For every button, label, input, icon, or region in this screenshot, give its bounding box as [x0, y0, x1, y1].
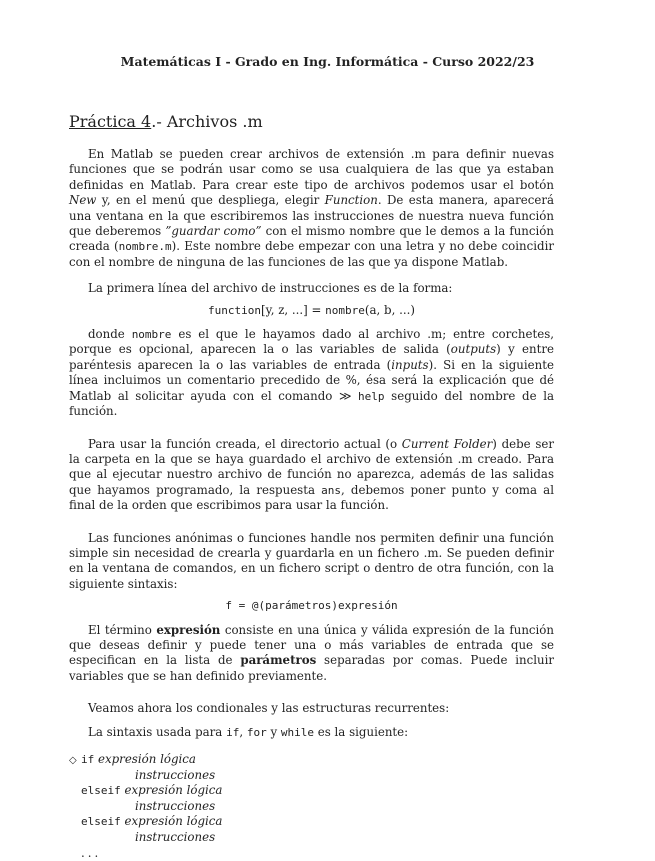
- code-line-ellipsis: ...: [81, 845, 102, 860]
- condition-text: expresión lógica: [98, 752, 196, 766]
- text-span: y, en el menú que despliega, elegir: [96, 193, 325, 208]
- text-span: es la siguiente:: [314, 724, 409, 739]
- text-span: En Matlab se pueden crear archivos de extensión .m para definir nuevas funciones que se podrán usar como se usa cualquiera de las que ya estaban definidas en Matlab. Para crear este tipo de archivos podemos usar el botón: [69, 147, 554, 192]
- text-span: , debemos poner punto y coma al final de la orden que escribimos para usar la función.: [69, 482, 554, 513]
- text-span: con el mismo nombre que le demos a la función creada (: [69, 224, 554, 254]
- expresion-term: expresión: [156, 622, 221, 637]
- function-menu-name: Function: [324, 193, 378, 208]
- condition-text: expresión lógica: [124, 783, 223, 798]
- text-span: donde: [88, 327, 132, 342]
- save-as-text: ”guardar como”: [165, 224, 262, 239]
- paragraph-conditionals: Veamos ahora los condionales y las estructuras recurrentes:: [88, 701, 450, 716]
- text-span: ) y entre paréntesis aparecen la o las variables de entrada (: [69, 342, 554, 372]
- handle-formula: [69, 598, 554, 613]
- text-span: consiste en una única y válida expresión de la función que deseas definir y puede tener una o más variables de entrada que se especifican en la lista de: [69, 622, 555, 668]
- text-span: ). Si en la siguiente línea incluimos un comentario precedido de %, ésa será la explicación que dé Matlab al solicitar ayuda con el comando ≫: [69, 357, 554, 403]
- formula-args: (a, b, ...): [364, 302, 415, 317]
- ans-code: ans: [321, 483, 342, 497]
- if-keyword: if: [81, 753, 95, 766]
- paragraph-expression: [69, 623, 554, 685]
- text-span: ). Este nombre debe empezar con una letra y no debe coincidir con el nombre de ninguna de las funciones de las que ya dispone Matlab.: [69, 239, 554, 269]
- formula-name: nombre: [325, 303, 365, 317]
- text-span: El término: [88, 622, 157, 637]
- formula-lhs: f = @(: [225, 599, 266, 613]
- text-span: seguido del nombre de la función.: [69, 388, 554, 419]
- text-span: La sintaxis usada para: [88, 724, 227, 739]
- inputs-term: inputs: [391, 357, 429, 372]
- new-button-name: New: [69, 193, 97, 208]
- elseif-keyword: elseif: [81, 815, 121, 829]
- text-span: ) debe ser la carpeta en la que se haya guardado el archivo de extensión .m creado. Para que al ejecutar nuestro archivo de función no aparezca, además de las salidas que hayamos programado, la respuesta: [69, 436, 555, 497]
- diamond-bullet-icon: ◇: [69, 755, 77, 766]
- paragraph-intro: [69, 147, 554, 270]
- paragraph-explanation: [69, 327, 554, 419]
- code-line-instr: instrucciones: [135, 767, 216, 782]
- code-line-elseif: [69, 783, 554, 799]
- elseif-keyword: elseif: [81, 784, 121, 798]
- help-command: help: [358, 389, 385, 403]
- current-folder-term: Current Folder: [401, 436, 493, 451]
- outputs-term: outputs: [450, 342, 497, 357]
- text-span: es el que le hayamos dado al archivo .m; entre corchetes, porque es opcional, aparecen la o las variables de salida (: [69, 327, 554, 357]
- formula-params: parámetros: [265, 599, 332, 613]
- function-keyword: function: [208, 303, 262, 317]
- syntax-list: [69, 752, 554, 861]
- if-keyword: if: [226, 725, 240, 739]
- condition-text: expresión lógica: [124, 814, 223, 829]
- title-underlined: Práctica 4: [69, 112, 152, 131]
- main-content: [69, 147, 554, 861]
- text-span: separadas por comas. Puede incluir variables que se han definido previamente.: [69, 653, 554, 683]
- paragraph-first-line: La primera línea del archivo de instrucciones es de la forma:: [88, 281, 453, 296]
- nombre-code: nombre: [131, 328, 172, 342]
- code-line-elseif: [69, 814, 554, 830]
- page-title: [69, 112, 263, 131]
- paragraph-usage: [69, 437, 554, 514]
- text-span: ,: [239, 724, 247, 739]
- code-line-instr: instrucciones: [135, 829, 216, 844]
- text-span: . De esta manera, aparecerá una ventana en la que escribiremos las instrucciones de nuestra nueva función que deberemos: [69, 193, 555, 239]
- text-span: Para usar la función creada, el directorio actual (o: [88, 436, 402, 451]
- function-formula: [69, 303, 554, 318]
- for-keyword: for: [246, 725, 267, 739]
- text-span: y: [266, 724, 281, 739]
- formula-rhs: )expresión: [331, 599, 398, 613]
- filename-code: nombre.m: [118, 240, 172, 254]
- code-line-if: [69, 752, 554, 768]
- parametros-term: parámetros: [240, 653, 317, 668]
- paragraph-anonymous: Las funciones anónimas o funciones handle nos permiten definir una función simple sin necesidad de crearla y guardarla en un fichero .m. Se pueden definir en la ventana de comandos, en un fichero script o dentro de otra función, con la siguiente sintaxis:: [69, 530, 554, 591]
- title-rest: .- Archivos .m: [151, 112, 263, 131]
- code-line-instr: instrucciones: [135, 798, 216, 813]
- page-header: Matemáticas I - Grado en Ing. Informática - Curso 2022/23: [120, 54, 535, 69]
- while-keyword: while: [280, 725, 314, 739]
- paragraph-syntax: [69, 725, 554, 740]
- formula-outputs: [y, z, ...] =: [261, 302, 326, 317]
